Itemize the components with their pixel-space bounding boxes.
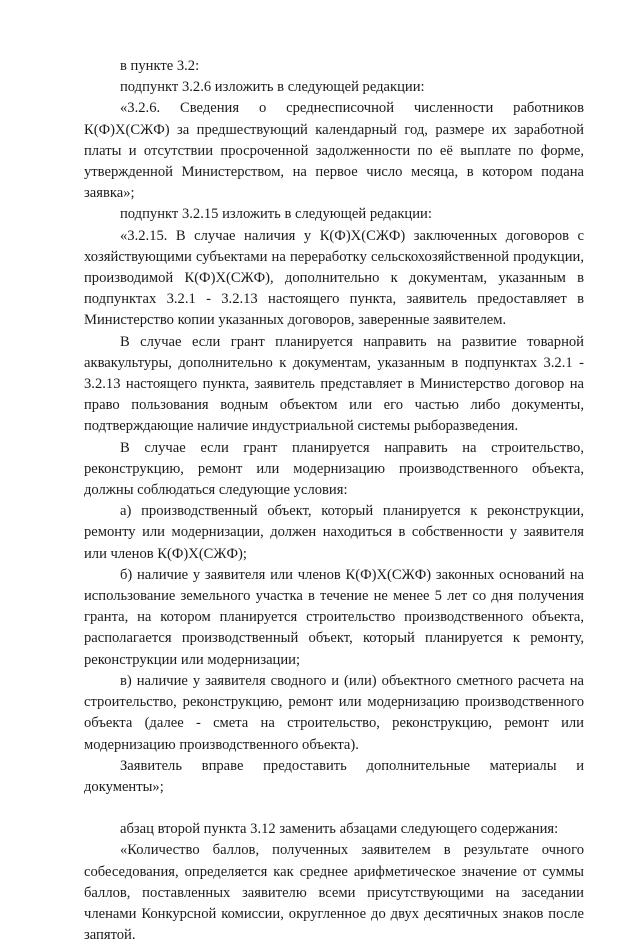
- paragraph-7: В случае если грант планируется направить на строительство, реконструкцию, ремонт или модернизацию производственного объекта, должны соблюдаться следующие условия:: [84, 439, 584, 499]
- paragraph-10: в) наличие у заявителя сводного и (или) объектного сметного расчета на строительство, реконструкцию, ремонт или модернизацию производственного объекта (далее - смета на строительство, реконструкцию, ремонт или модернизацию производственного объекта).: [84, 672, 584, 753]
- paragraph-13: «Количество баллов, полученных заявителем в результате очного собеседования, определяется как среднее арифметическое значение от суммы баллов, поставленных заявителю всеми присутствующими на заседании членами Конкурсной комиссии, округленное до двух десятичных знаков после запятой.: [84, 842, 584, 944]
- paragraph-2: подпункт 3.2.6 изложить в следующей редакции:: [120, 79, 425, 96]
- paragraph-6: В случае если грант планируется направить на развитие товарной аквакультуры, дополнительно к документам, указанным в подпунктах 3.2.1 - 3.2.13 настоящего пункта, заявитель представляет в Министерство договор на право пользования водным объектом или его частью либо документы, подтверждающие наличие индустриальной системы рыборазведения.: [84, 333, 584, 435]
- paragraph-1: в пункте 3.2:: [120, 58, 200, 74]
- paragraph-3: «3.2.6. Сведения о среднесписочной численности работников К(Ф)Х(СЖФ) за предшествующий календарный год, размере их заработной платы и отсутствии просроченной задолженности по её выплате по форме, утвержденной Министерством, на первое число месяца, в котором подана заявка»;: [84, 100, 584, 202]
- paragraph-spacer: [84, 798, 584, 819]
- paragraph-9: б) наличие у заявителя или членов К(Ф)Х(СЖФ) законных оснований на использование земельного участка в течение не менее 5 лет со дня получения гранта, на котором планируется строительство производственного объекта, располагается производственный объект, который планируется к ремонту, реконструкции или модернизации;: [84, 566, 584, 668]
- document-body: [84, 56, 584, 946]
- paragraph-5: «3.2.15. В случае наличия у К(Ф)Х(СЖФ) заключенных договоров с хозяйствующими субъектами на переработку сельскохозяйственной продукции, производимой К(Ф)Х(СЖФ), дополнительно к документам, указанным в подпунктах 3.2.1 - 3.2.13 настоящего пункта, заявитель предоставляет в Министерство копии указанных договоров, заверенные заявителем.: [84, 227, 584, 329]
- paragraph-11: Заявитель вправе предоставить дополнительные материалы и документы»;: [84, 757, 584, 795]
- paragraph-4: подпункт 3.2.15 изложить в следующей редакции:: [120, 206, 432, 223]
- paragraph-12: абзац второй пункта 3.12 заменить абзацами следующего содержания:: [120, 821, 559, 838]
- paragraph-8: а) производственный объект, который планируется к реконструкции, ремонту или модернизации, должен находиться в собственности у заявителя или членов К(Ф)Х(СЖФ);: [84, 503, 584, 562]
